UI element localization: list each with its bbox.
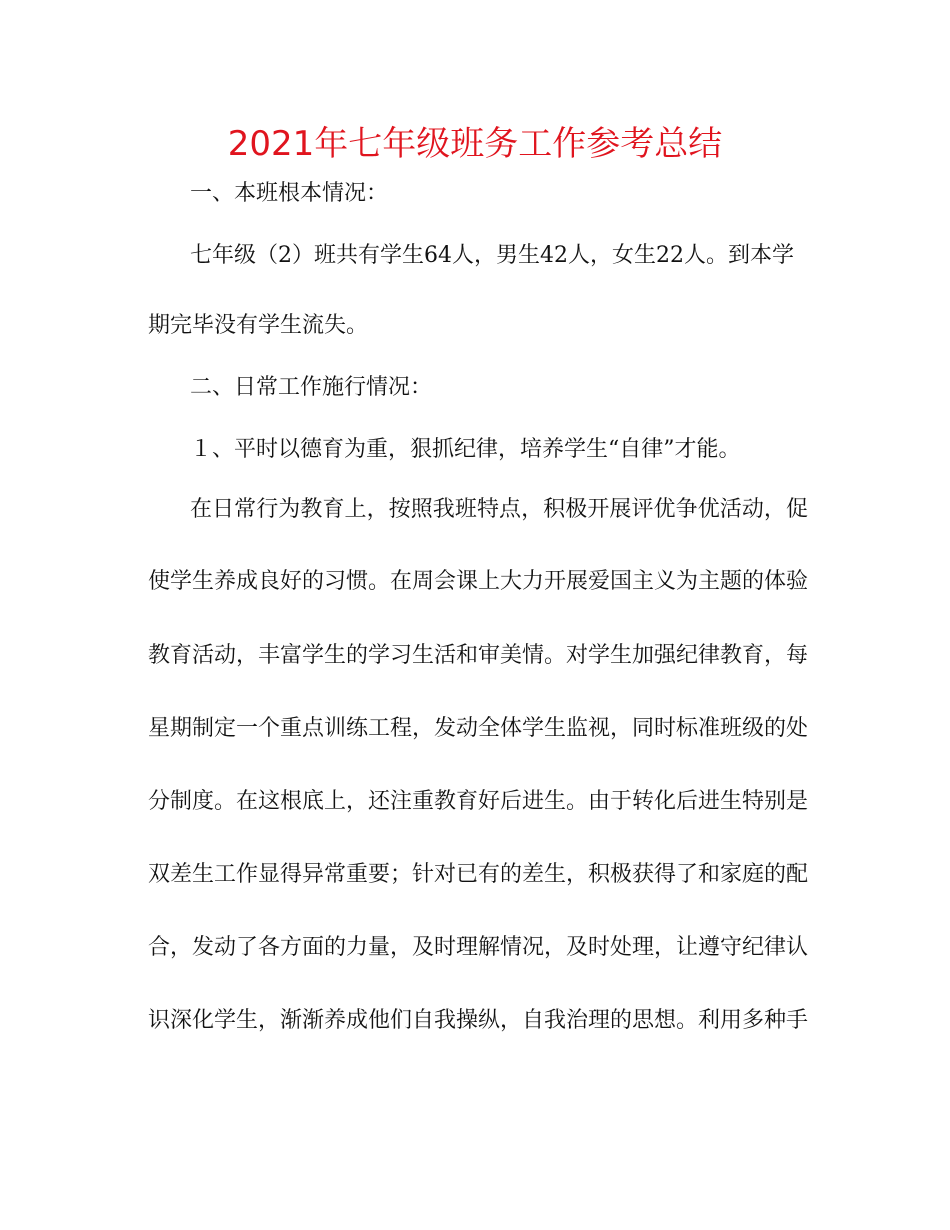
paragraph-line: 期完毕没有学生流失。 <box>148 313 369 338</box>
paragraph-line: 在日常行为教育上，按照我班特点，积极开展评优争优活动，促 <box>190 497 808 522</box>
section-heading-2: 二、日常工作施行情况： <box>190 375 433 400</box>
paragraph-line: 双差生工作显得异常重要；针对已有的差生，积极获得了和家庭的配 <box>148 862 808 887</box>
document-title: 2021年七年级班务工作参考总结 <box>227 124 723 164</box>
paragraph-line: 教育活动，丰富学生的学习生活和审美情。对学生加强纪律教育，每 <box>148 643 808 668</box>
paragraph-line: 使学生养成良好的习惯。在周会课上大力开展爱国主义为主题的体验 <box>148 569 808 594</box>
paragraph-line: 星期制定一个重点训练工程，发动全体学生监视，同时标准班级的处 <box>148 716 808 741</box>
section-heading-1: 一、本班根本情况： <box>190 181 389 206</box>
paragraph-line: 识深化学生，渐渐养成他们自我操纵，自我治理的思想。利用多种手 <box>148 1008 808 1033</box>
paragraph-line: 七年级（2）班共有学生64人，男生42人，女生22人。到本学 <box>190 243 794 268</box>
subsection-heading-1: １、平时以德育为重，狠抓纪律，培养学生“自律”才能。 <box>190 437 741 462</box>
paragraph-line: 分制度。在这根底上，还注重教育好后进生。由于转化后进生特别是 <box>148 789 808 814</box>
paragraph-line: 合，发动了各方面的力量，及时理解情况，及时处理，让遵守纪律认 <box>148 935 808 960</box>
